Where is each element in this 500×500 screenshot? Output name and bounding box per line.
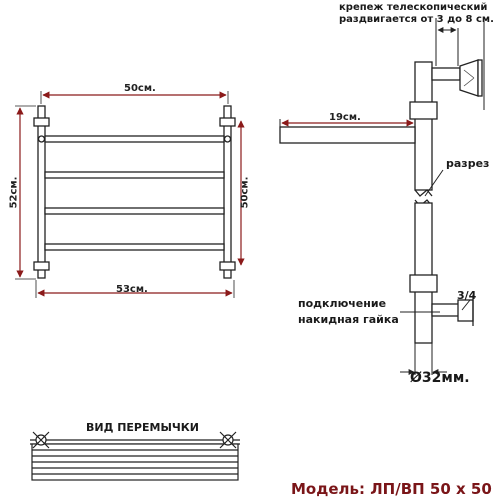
side-pipe-upper <box>415 62 432 190</box>
connection-pipe <box>432 304 460 316</box>
crossbar-1 <box>45 136 224 142</box>
lower-coupler <box>410 275 437 292</box>
width-bottom-label: 53см. <box>116 284 148 295</box>
cut-label: разрез <box>446 157 490 170</box>
side-view <box>280 20 484 343</box>
telescopic-mount <box>432 68 460 80</box>
height-inner-label: 50см. <box>239 176 251 209</box>
side-crossbar <box>280 127 415 143</box>
height-left-label: 52см. <box>8 176 20 209</box>
depth-label: 19см. <box>329 112 361 123</box>
bracket-top-right <box>220 118 235 126</box>
upper-coupler <box>410 102 437 119</box>
thread-label: 3/4 <box>457 289 477 302</box>
left-pipe <box>38 106 45 278</box>
crossbar-3 <box>45 208 224 214</box>
bracket-top-left <box>34 118 49 126</box>
front-view <box>34 106 235 278</box>
crossbar-2 <box>45 172 224 178</box>
width-top-label: 50см. <box>124 83 156 94</box>
connection-label-line1: подключение <box>298 297 387 310</box>
crossbar-view-label: ВИД ПЕРЕМЫЧКИ <box>86 421 199 434</box>
connection-label-line2: накидная гайка <box>298 313 399 326</box>
diameter-label: Ø32мм. <box>410 370 470 386</box>
model-label: Модель: ЛП/ВП 50 х 50 <box>291 480 492 498</box>
mount-label-line1: крепеж телескопический <box>339 2 488 13</box>
right-pipe <box>224 106 231 278</box>
bracket-bottom-left <box>34 262 49 270</box>
crossbar-top-view <box>30 432 240 480</box>
cut-mark <box>415 190 432 196</box>
crossbar-4 <box>45 244 224 250</box>
side-pipe-lower <box>415 203 432 343</box>
union-nut <box>458 300 473 321</box>
mount-label-line2: раздвигается от 3 до 8 см. <box>339 14 494 25</box>
bracket-bottom-right <box>220 262 235 270</box>
